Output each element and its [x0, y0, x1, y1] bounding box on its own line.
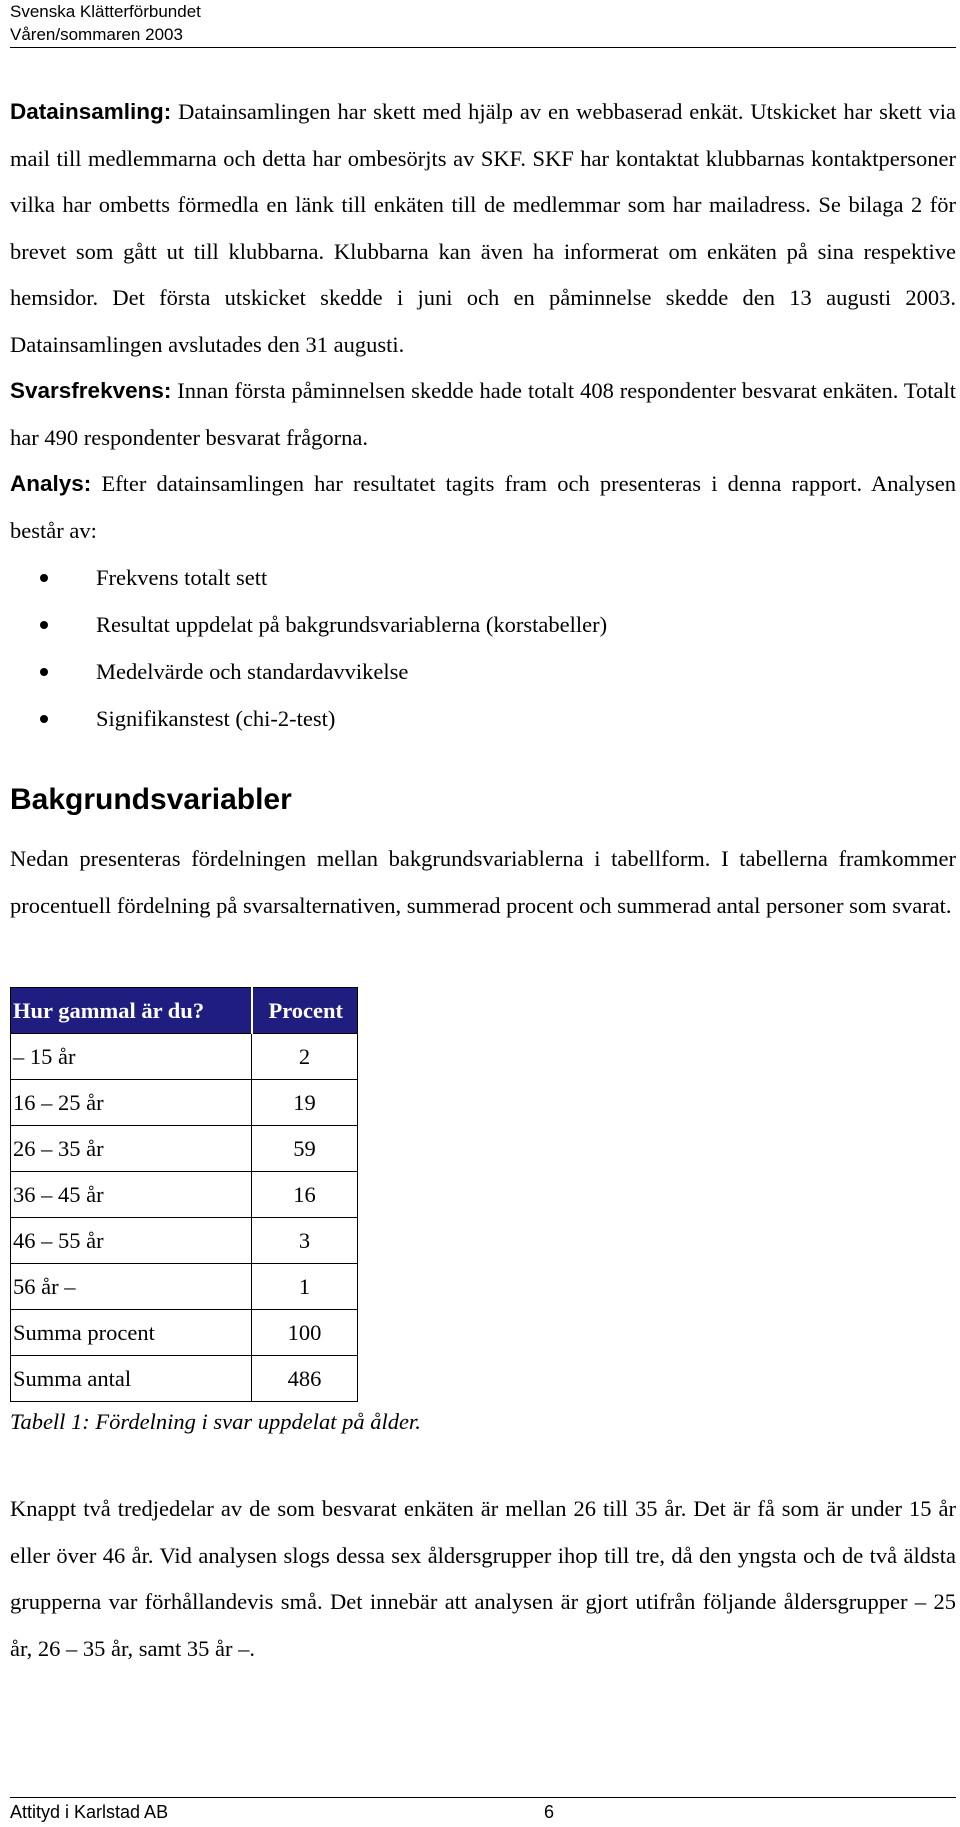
table-row — [11, 1218, 358, 1264]
table-header-percent: Procent — [252, 988, 358, 1034]
age-table — [10, 987, 358, 1402]
table-cell-label: 56 år – — [11, 1264, 252, 1310]
svarsfrekvens-paragraph — [10, 368, 956, 461]
table-cell-value: 100 — [252, 1310, 358, 1356]
table-cell-value: 19 — [252, 1080, 358, 1126]
table-caption: Tabell 1: Fördelning i svar uppdelat på ålder. — [10, 1409, 421, 1434]
table-row — [11, 1356, 358, 1402]
table-cell-value: 3 — [252, 1218, 358, 1264]
table-cell-label: Summa antal — [11, 1356, 252, 1402]
section-heading: Bakgrundsvariabler — [10, 783, 292, 816]
table-row — [11, 1310, 358, 1356]
analys-paragraph — [10, 461, 956, 554]
table-cell-value: 59 — [252, 1126, 358, 1172]
datainsamling-label: Datainsamling: — [10, 99, 172, 124]
svarsfrekvens-label: Svarsfrekvens: — [10, 378, 172, 403]
svarsfrekvens-text: Innan första påminnelsen skedde hade totalt 408 respondenter besvarat enkäten. Totalt har 490 respondenter besvarat frågorna. — [10, 378, 956, 450]
list-item: Resultat uppdelat på bakgrundsvariablerna (korstabeller) — [10, 601, 956, 648]
list-item: Frekvens totalt sett — [10, 554, 956, 601]
footer-company: Attityd i Karlstad AB — [10, 1802, 169, 1822]
table-row — [11, 1126, 358, 1172]
table-cell-value: 486 — [252, 1356, 358, 1402]
table-cell-label: 16 – 25 år — [11, 1080, 252, 1126]
table-header-row — [11, 988, 358, 1034]
list-item: Signifikanstest (chi-2-test) — [10, 695, 956, 742]
table-header-age: Hur gammal är du? — [11, 988, 252, 1034]
conclusion-paragraph: Knappt två tredjedelar av de som besvarat enkäten är mellan 26 till 35 år. Det är få som är under 15 år eller över 46 år. Vid analysen slogs dessa sex åldersgrupper ihop till tre, då den yngsta och de två äldsta grupperna var förhållandevis små. Det innebär att analysen är gjort utifrån följande åldersgrupper – 25 år, 26 – 35 år, samt 35 år –. — [10, 1496, 956, 1661]
analys-label: Analys: — [10, 471, 92, 496]
table-row — [11, 1080, 358, 1126]
header-org: Svenska Klätterförbundet — [10, 2, 201, 21]
page-number: 6 — [544, 1802, 555, 1822]
table-cell-value: 1 — [252, 1264, 358, 1310]
datainsamling-paragraph — [10, 89, 956, 368]
table-row — [11, 1172, 358, 1218]
table-cell-label: 46 – 55 år — [11, 1218, 252, 1264]
table-row — [11, 1034, 358, 1080]
table-cell-value: 2 — [252, 1034, 358, 1080]
datainsamling-text: Datainsamlingen har skett med hjälp av en webbaserad enkät. Utskicket har skett via mail till medlemmarna och detta har ombesörjts av SKF. SKF har kontaktat klubbarnas kontaktpersoner vilka har ombetts förmedla en länk till enkäten till de medlemmar som har mailadress. Se bilaga 2 för brevet som gått ut till klubbarna. Klubbarna kan även ha informerat om enkäten på sina respektive hemsidor. Det första utskicket skedde i juni och en påminnelse skedde den 13 augusti 2003. Datainsamlingen avslutades den 31 augusti. — [10, 99, 956, 357]
header-rule — [10, 47, 956, 48]
table-cell-label: Summa procent — [11, 1310, 252, 1356]
header-period: Våren/sommaren 2003 — [10, 25, 183, 44]
intro-paragraph: Nedan presenteras fördelningen mellan bakgrundsvariablerna i tabellform. I tabellerna framkommer procentuell fördelning på svarsalternativen, summerad procent och summerad antal personer som svarat. — [10, 846, 956, 918]
page-footer — [10, 1800, 555, 1824]
analys-text: Efter datainsamlingen har resultatet tagits fram och presenteras i denna rapport. Analysen består av: — [10, 471, 956, 543]
table-cell-label: 36 – 45 år — [11, 1172, 252, 1218]
table-cell-value: 16 — [252, 1172, 358, 1218]
page-header — [10, 0, 956, 46]
page-body — [10, 89, 956, 1672]
footer-rule — [10, 1797, 956, 1798]
analysis-list — [10, 554, 956, 742]
list-item: Medelvärde och standardavvikelse — [10, 648, 956, 695]
table-cell-label: 26 – 35 år — [11, 1126, 252, 1172]
table-cell-label: – 15 år — [11, 1034, 252, 1080]
table-row — [11, 1264, 358, 1310]
